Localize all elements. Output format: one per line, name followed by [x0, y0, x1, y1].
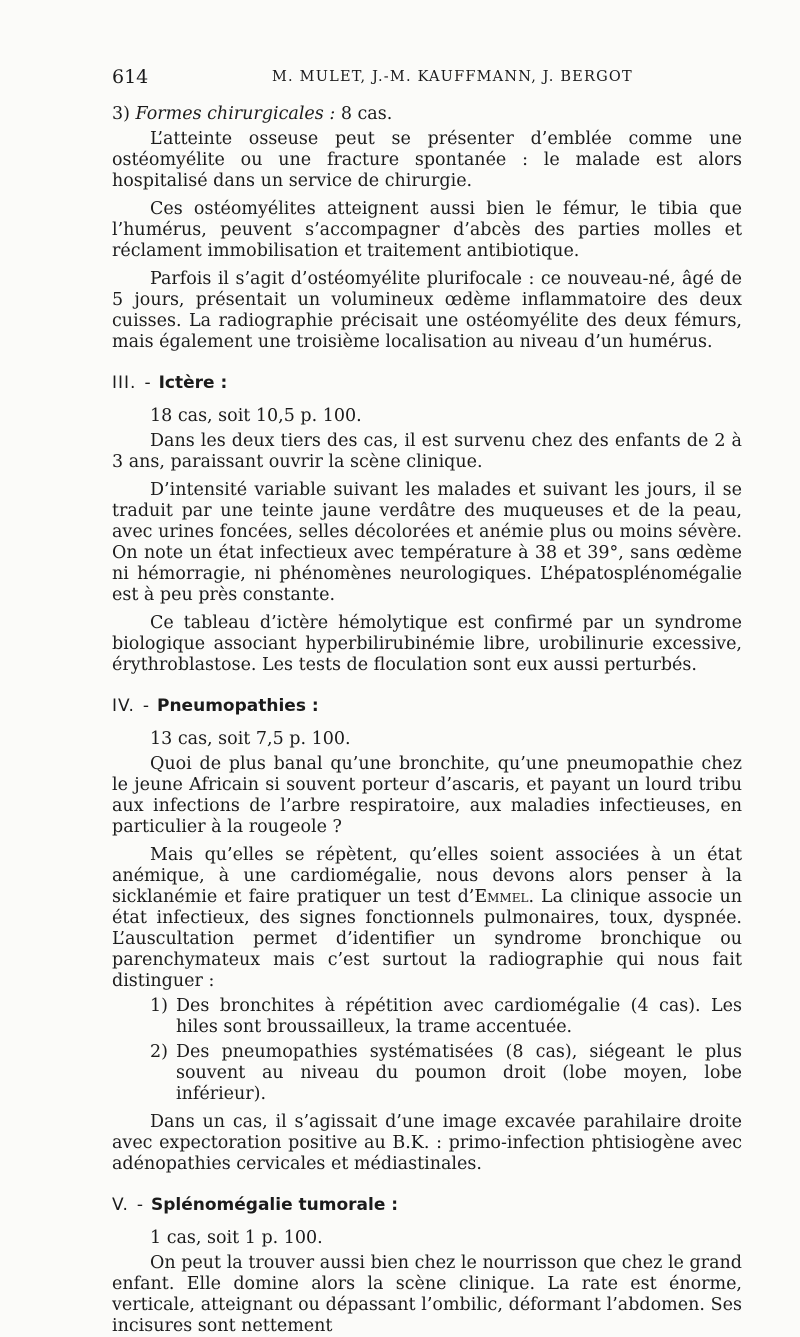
section-stat: 13 cas, soit 7,5 p. 100.	[150, 729, 351, 749]
subsection-count: 8 cas.	[340, 104, 393, 124]
section-heading-ictere	[112, 373, 742, 394]
paragraph: D’intensité variable suivant les malades et suivant les jours, il se traduit par une teinte jaune verdâtre des muqueuses et de la peau, avec urines foncées, selles décolorées et anémie plus ou moins sévère. On note un état infectieux avec température à 38 et 39°, sans œdème ni hémorragie, ni phénomènes neurologiques. L’hépatosplénomégalie est à peu près constante.	[112, 480, 742, 605]
paragraph: Quoi de plus banal qu’une bronchite, qu’une pneumopathie chez le jeune Africain si souvent porteur d’ascaris, et payant un lourd tribu aux infections de l’arbre respiratoire, aux maladies infectieuses, en particulier à la rougeole ?	[112, 754, 742, 837]
list-item	[112, 1042, 742, 1105]
page-number: 614	[112, 66, 149, 88]
section-title: Splénomégalie tumorale :	[150, 1195, 399, 1215]
list-item-text: Des bronchites à répétition avec cardiomégalie (4 cas). Les hiles sont broussailleux, la trame accentuée.	[176, 996, 742, 1037]
paragraph: Ces ostéomyélites atteignent aussi bien le fémur, le tibia que l’humérus, peuvent s’accompagner d’abcès des parties molles et réclament immobilisation et traitement antibiotique.	[112, 199, 742, 261]
list-item-label: 1)	[150, 996, 168, 1016]
paragraph-text: . La clinique associe un état infectieux, des signes fonctionnels pulmonaires, toux, dyspnée. L’auscultation permet d’identifier un syndrome bronchique ou parenchymateux mais c’est surtout la radiographie qui nous fait distinguer :	[112, 887, 743, 991]
subsection-title: Formes chirurgicales :	[135, 104, 336, 124]
list-item-text: Des pneumopathies systématisées (8 cas), siégeant le plus souvent au niveau du poumon droit (lobe moyen, lobe inférieur).	[176, 1042, 742, 1104]
paragraph: On peut la trouver aussi bien chez le nourrisson que chez le grand enfant. Elle domine alors la scène clinique. La rate est énorme, verticale, atteignant ou dépassant l’ombilic, déformant l’abdomen. Ses incisures sont nettement	[112, 1253, 742, 1336]
section-dash: -	[144, 373, 151, 393]
paragraph: Parfois il s’agit d’ostéomyélite plurifocale : ce nouveau-né, âgé de 5 jours, présentait un volumineux œdème inflammatoire des deux cuisses. La radiographie précisait une ostéomyélite des deux fémurs, mais également une troisième localisation au niveau d’un humérus.	[112, 269, 742, 352]
paragraph: L’atteinte osseuse peut se présenter d’emblée comme une ostéomyélite ou une fracture spontanée : le malade est alors hospitalisé dans un service de chirurgie.	[112, 129, 742, 191]
page-body	[112, 104, 742, 1337]
subsection-heading	[112, 104, 742, 125]
paragraph: Dans les deux tiers des cas, il est survenu chez des enfants de 2 à 3 ans, paraissant ouvrir la scène clinique.	[112, 431, 742, 472]
paragraph: Ce tableau d’ictère hémolytique est confirmé par un syndrome biologique associant hyperbilirubinémie libre, urobilinurie excessive, érythroblastose. Les tests de floculation sont eux aussi perturbés.	[112, 613, 742, 675]
paragraph: Dans un cas, il s’agissait d’une image excavée parahilaire droite avec expectoration positive au B.K. : primo-infection phtisiogène avec adénopathies cervicales et médiastinales.	[112, 1112, 742, 1174]
author-name: Emmel	[474, 887, 529, 907]
section-stat: 1 cas, soit 1 p. 100.	[150, 1228, 323, 1248]
section-number: IV.	[112, 696, 135, 716]
section-title: Pneumopathies :	[157, 696, 319, 716]
running-title: M. MULET, J.-M. KAUFFMANN, J. BERGOT	[272, 69, 633, 85]
section-title: Ictère :	[158, 373, 228, 393]
paragraph-text: Mais qu’elles se répètent, qu’elles soient associées à un état anémique, à une cardiomégalie, nous devons alors penser à la sicklanémie et faire pratiquer un test d’	[112, 845, 742, 907]
section-number: V.	[112, 1195, 129, 1215]
section-number: III.	[112, 373, 137, 393]
section-stat: 18 cas, soit 10,5 p. 100.	[150, 406, 362, 426]
list-item	[112, 996, 742, 1038]
section-dash: -	[136, 1195, 143, 1215]
section-heading-splenomegalie	[112, 1195, 742, 1216]
section-dash: -	[142, 696, 149, 716]
section-heading-pneumopathies	[112, 696, 742, 717]
subsection-number: 3)	[112, 104, 130, 124]
paragraph	[112, 845, 742, 992]
page-header	[112, 66, 744, 94]
list-item-label: 2)	[150, 1042, 168, 1062]
